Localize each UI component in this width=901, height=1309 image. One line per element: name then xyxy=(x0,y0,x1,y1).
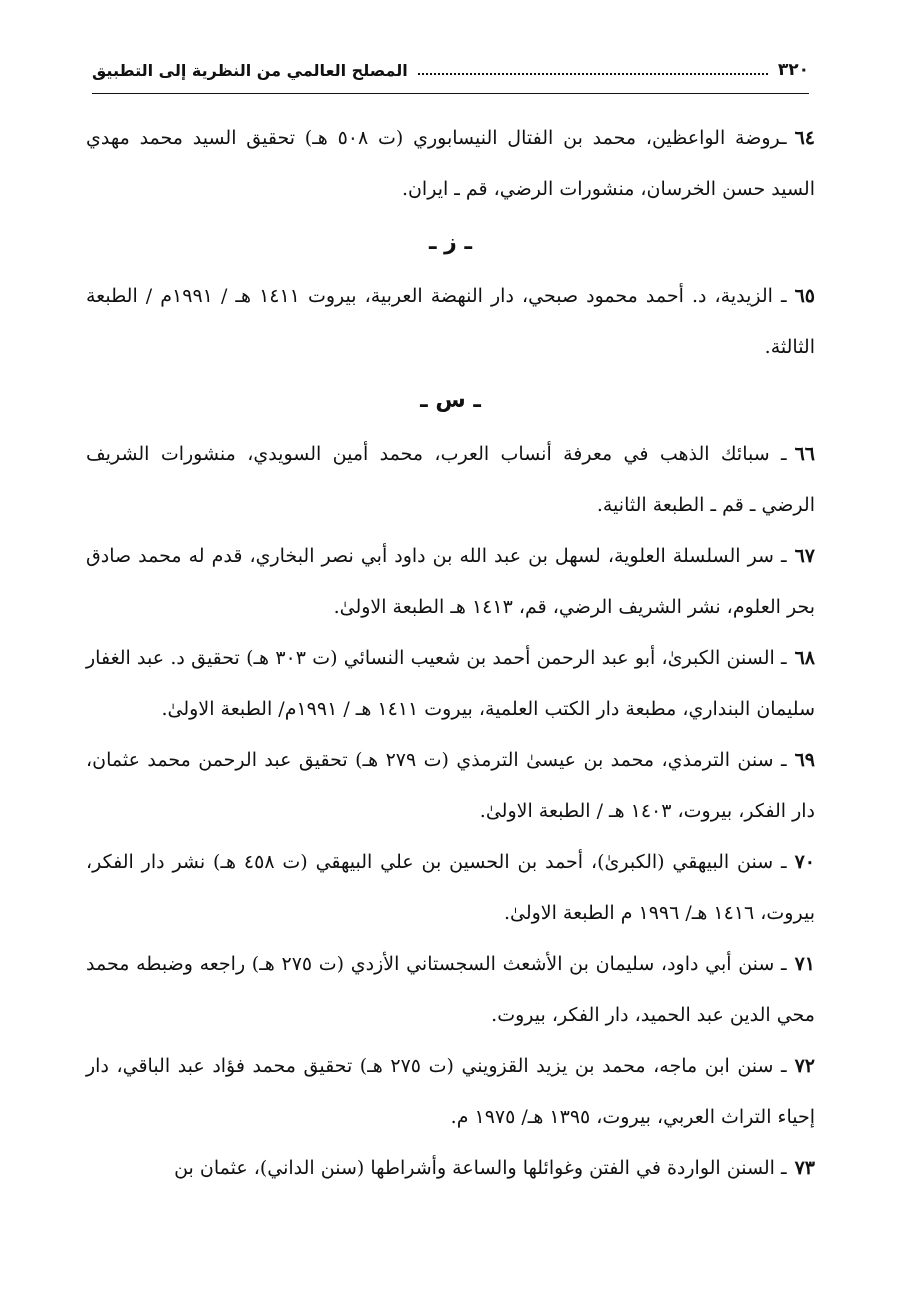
entry-text: ـ سنن ابن ماجه، محمد بن يزيد القزويني (ت ٢٧٥ هـ) تحقيق محمد فؤاد عبد الباقي، دار إحياء التراث العربي، بيروت، ١٣٩٥ هـ/ ١٩٧٥ م. xyxy=(86,1055,815,1128)
entry-text: ـروضة الواعظين، محمد بن الفتال النيسابوري (ت ٥٠٨ هـ) تحقيق السيد محمد مهدي السيد حسن الخرسان، منشورات الرضي، قم ـ ايران. xyxy=(86,127,815,200)
bibliography-entry-65 xyxy=(86,271,815,373)
entry-number: ٦٧ xyxy=(794,545,815,567)
bibliography-entry-72 xyxy=(86,1041,815,1143)
header-book-title: المصلح العالمي من النظرية إلى التطبيق xyxy=(92,60,408,80)
entry-number: ٦٤ xyxy=(794,127,815,149)
header-leader-dots xyxy=(418,73,768,75)
bibliography-list xyxy=(86,113,815,1194)
bibliography-entry-67 xyxy=(86,531,815,633)
bibliography-entry-73 xyxy=(86,1143,815,1194)
header-page-number: ٣٢٠ xyxy=(777,60,809,80)
entry-number: ٦٨ xyxy=(794,647,815,669)
bibliography-entry-69 xyxy=(86,735,815,837)
entry-number: ٦٥ xyxy=(794,285,816,307)
entry-number: ٧٣ xyxy=(794,1157,815,1179)
bibliography-entry-64 xyxy=(86,113,815,215)
entry-text: ـ الزيدية، د. أحمد محمود صبحي، دار النهضة العربية، بيروت ١٤١١ هـ / ١٩٩١م / الطبعة الثالثة. xyxy=(86,285,815,358)
section-letter-zay: ـ ز ـ xyxy=(428,230,473,255)
header-rule xyxy=(92,93,809,94)
entry-text: ـ السنن الكبرىٰ، أبو عبد الرحمن أحمد بن شعيب النسائي (ت ٣٠٣ هـ) تحقيق د. عبد الغفار سليمان البنداري، مطبعة دار الكتب العلمية، بيروت ١٤١١ هـ / ١٩٩١م/ الطبعة الاولىٰ. xyxy=(86,647,815,720)
bibliography-entry-70 xyxy=(86,837,815,939)
section-letter-sin: ـ س ـ xyxy=(420,388,481,413)
entry-text: ـ سنن البيهقي (الكبرىٰ)، أحمد بن الحسين بن علي البيهقي (ت ٤٥٨ هـ) نشر دار الفكر، بيروت، ١٤١٦ هـ/ ١٩٩٦ م الطبعة الاولىٰ. xyxy=(86,851,815,924)
entry-text: ـ سبائك الذهب في معرفة أنساب العرب، محمد أمين السويدي، منشورات الشريف الرضي ـ قم ـ الطبعة الثانية. xyxy=(86,443,815,516)
bibliography-entry-71 xyxy=(86,939,815,1041)
entry-number: ٧١ xyxy=(794,953,815,975)
bibliography-entry-68 xyxy=(86,633,815,735)
entry-number: ٧٢ xyxy=(794,1055,816,1077)
entry-number: ٦٩ xyxy=(794,749,815,771)
running-header xyxy=(92,50,809,90)
entry-number: ٦٦ xyxy=(794,443,815,465)
bibliography-entry-66 xyxy=(86,429,815,531)
entry-text: ـ سنن الترمذي، محمد بن عيسىٰ الترمذي (ت ٢٧٩ هـ) تحقيق عبد الرحمن محمد عثمان، دار الفكر، بيروت، ١٤٠٣ هـ / الطبعة الاولىٰ. xyxy=(86,749,815,822)
entry-text: ـ سر السلسلة العلوية، لسهل بن عبد الله بن داود أبي نصر البخاري، قدم له محمد صادق بحر العلوم، نشر الشريف الرضي، قم، ١٤١٣ هـ الطبعة الاولىٰ. xyxy=(86,545,815,618)
entry-text: ـ السنن الواردة في الفتن وغوائلها والساعة وأشراطها (سنن الداني)، عثمان بن xyxy=(174,1157,787,1179)
entry-number: ٧٠ xyxy=(794,851,815,873)
entry-text: ـ سنن أبي داود، سليمان بن الأشعث السجستاني الأزدي (ت ٢٧٥ هـ) راجعه وضبطه محمد محي الدين عبد الحميد، دار الفكر، بيروت. xyxy=(86,953,815,1026)
